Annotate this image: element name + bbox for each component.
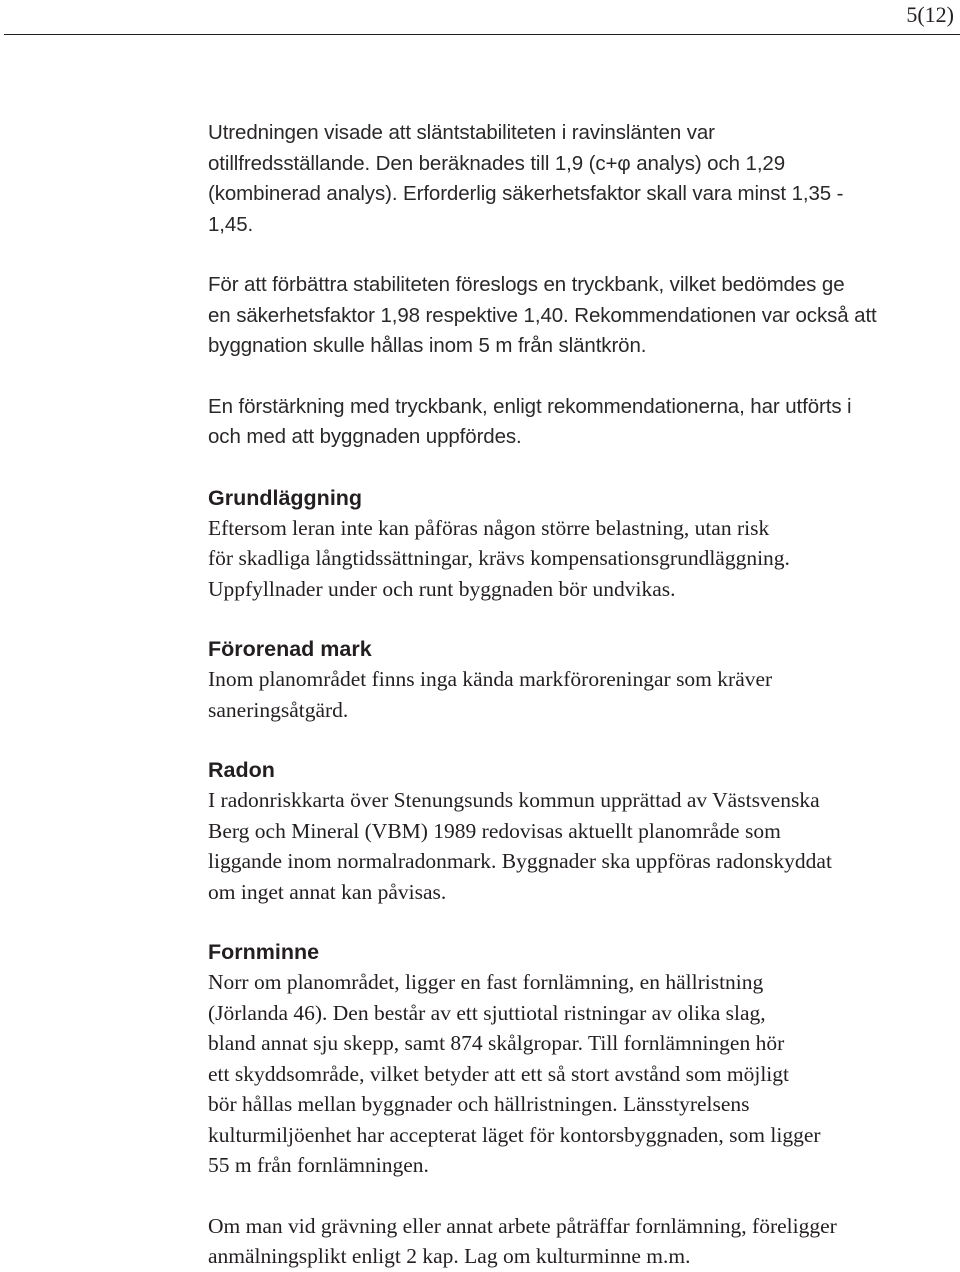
intro-paragraph: [208, 118, 956, 240]
foundation-heading: Grundläggning: [208, 485, 363, 510]
intro-line: (kombinerad analys). Erforderlig säkerhetsfaktor skall vara minst 1,35 -: [208, 182, 844, 205]
radon-line: om inget annat kan påvisas.: [208, 879, 447, 904]
foundation-line: för skadliga långtidssättningar, krävs kompensationsgrundläggning.: [208, 546, 790, 570]
intro-line: otillfredsställande. Den beräknades till 1,9 (c+φ analys) och 1,29: [208, 151, 786, 175]
improvement-line: För att förbättra stabiliteten föreslogs en tryckbank, vilket bedömdes ge: [208, 273, 845, 296]
contaminated-land-line: Inom planområdet finns inga kända markföroreningar som kräver: [208, 667, 773, 691]
reinforcement-line: och med att byggnaden uppfördes.: [208, 425, 522, 448]
improvement-paragraph: [208, 270, 956, 362]
radon-line: liggande inom normalradonmark. Byggnader ska uppföras radonskyddat: [208, 849, 832, 873]
radon-line: Berg och Mineral (VBM) 1989 redovisas aktuellt planområde som: [208, 818, 781, 843]
foundation-line: Eftersom leran inte kan påföras någon större belastning, utan risk: [208, 515, 770, 540]
radon-heading: Radon: [208, 758, 275, 782]
intro-line: 1,45.: [208, 212, 254, 236]
ancient-monument-line: Norr om planområdet, ligger en fast fornlämning, en hällristning: [208, 970, 764, 994]
contaminated-land-line: saneringsåtgärd.: [208, 697, 349, 722]
document-body: [208, 118, 956, 1272]
intro-line: Utredningen visade att släntstabiliteten i ravinslänten var: [208, 121, 715, 144]
improvement-line: en säkerhetsfaktor 1,98 respektive 1,40. Rekommendationen var också att: [208, 303, 877, 327]
foundation-paragraph: [208, 513, 956, 605]
contaminated-land-heading: Förorenad mark: [208, 637, 372, 661]
foundation-line: Uppfyllnader under och runt byggnaden bör undvikas.: [208, 576, 676, 601]
ancient-monument-line: ett skyddsområde, vilket betyder att ett så stort avstånd som möjligt: [208, 1061, 789, 1086]
reporting-duty-line: Om man vid grävning eller annat arbete påträffar fornlämning, föreligger: [208, 1213, 837, 1238]
ancient-monument-line: (Jörlanda 46). Den består av ett sjuttiotal ristningar av olika slag,: [208, 1000, 766, 1025]
ancient-monument-line: bland annat sju skepp, samt 874 skålgropar. Till fornlämningen hör: [208, 1031, 785, 1055]
reinforcement-line: En förstärkning med tryckbank, enligt rekommendationerna, har utförts i: [208, 394, 852, 418]
radon-line: I radonriskkarta över Stenungsunds kommun upprättad av Västsvenska: [208, 788, 820, 812]
reinforcement-paragraph: [208, 392, 956, 453]
radon-paragraph: [208, 785, 956, 907]
page-number: 5(12): [906, 2, 954, 27]
header-rule: [4, 34, 960, 35]
reporting-duty-line: anmälningsplikt enligt 2 kap. Lag om kulturminne m.m.: [208, 1244, 691, 1268]
ancient-monument-line: kulturmiljöenhet har accepterat läget för kontorsbyggnaden, som ligger: [208, 1122, 821, 1147]
ancient-monument-heading: Fornminne: [208, 940, 320, 964]
ancient-monument-line: 55 m från fornlämningen.: [208, 1153, 429, 1177]
improvement-line: byggnation skulle hållas inom 5 m från släntkrön.: [208, 334, 647, 357]
ancient-monument-paragraph: [208, 967, 956, 1181]
contaminated-land-paragraph: [208, 664, 956, 725]
reporting-duty-paragraph: [208, 1211, 956, 1272]
ancient-monument-line: bör hållas mellan byggnader och hällristningen. Länsstyrelsens: [208, 1092, 750, 1116]
